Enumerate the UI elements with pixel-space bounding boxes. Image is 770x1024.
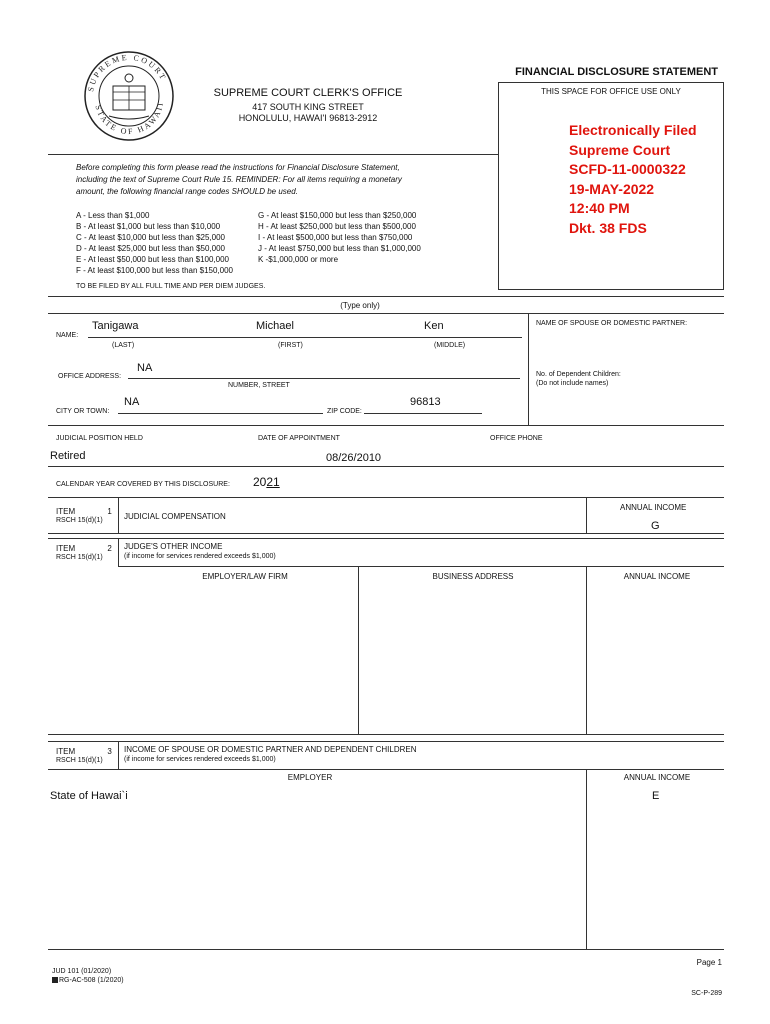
office-name: SUPREME COURT CLERK'S OFFICE xyxy=(213,87,403,99)
item1-title: JUDICIAL COMPENSATION xyxy=(124,512,226,521)
item3-employer-value[interactable]: State of Hawai`i xyxy=(50,790,128,802)
calendar-label: CALENDAR YEAR COVERED BY THIS DISCLOSURE: xyxy=(56,481,230,488)
instructions xyxy=(76,162,402,198)
instruction-line: Before completing this form please read the instructions for Financial Disclosure Statement, xyxy=(76,163,400,172)
zip-value[interactable]: 96813 xyxy=(410,396,441,408)
code-item: A - Less than $1,000 xyxy=(76,211,150,220)
item2-address-col: BUSINESS ADDRESS xyxy=(432,572,514,581)
first-name-value[interactable]: Michael xyxy=(256,320,294,332)
city-label: CITY OR TOWN: xyxy=(56,408,110,415)
instruction-line: amount, the following financial range codes SHOULD be used. xyxy=(76,187,298,196)
code-item: F - At least $100,000 but less than $150,000 xyxy=(76,266,233,275)
filed-by-note: TO BE FILED BY ALL FULL TIME AND PER DIEM JUDGES. xyxy=(76,283,266,290)
code-item: K -$1,000,000 or more xyxy=(258,255,339,264)
code-item: I - At least $500,000 but less than $750,000 xyxy=(258,233,413,242)
form-title: FINANCIAL DISCLOSURE STATEMENT xyxy=(515,66,718,78)
form-code-2-text: RG-AC-508 (1/2020) xyxy=(59,977,124,984)
office-use-label: THIS SPACE FOR OFFICE USE ONLY xyxy=(541,87,681,96)
item3-income-col: ANNUAL INCOME xyxy=(623,773,691,782)
position-label: JUDICIAL POSITION HELD xyxy=(56,435,143,442)
office-city: HONOLULU, HAWAI'I 96813-2912 xyxy=(238,113,378,123)
item2-title: JUDGE'S OTHER INCOME xyxy=(124,542,223,551)
court-seal-icon xyxy=(83,50,175,142)
item-number: 1 xyxy=(107,507,112,516)
dependents-label: No. of Dependent Children: xyxy=(536,371,621,378)
office-use-box xyxy=(498,82,724,290)
codes-right xyxy=(258,210,421,265)
item-number: 2 xyxy=(107,544,112,553)
appointment-value[interactable]: 08/26/2010 xyxy=(326,452,382,464)
filing-stamp xyxy=(569,121,697,238)
item-number: 3 xyxy=(107,747,112,756)
code-item: D - At least $25,000 but less than $50,000 xyxy=(76,244,225,253)
code-item: E - At least $50,000 but less than $100,000 xyxy=(76,255,229,264)
year-value[interactable]: 21 xyxy=(266,475,280,489)
item3-employer-col: EMPLOYER xyxy=(287,773,333,782)
form-code-2 xyxy=(52,977,124,984)
office-address-value[interactable]: NA xyxy=(137,362,153,374)
office-phone-label: OFFICE PHONE xyxy=(490,435,543,442)
item3-title: INCOME OF SPOUSE OR DOMESTIC PARTNER AND DEPENDENT CHILDREN xyxy=(124,745,417,754)
item2-label xyxy=(56,544,112,553)
item1-rule: RSCH 15(d)(1) xyxy=(56,517,103,524)
type-only-label: (Type only) xyxy=(340,301,380,310)
item1-label xyxy=(56,507,112,516)
item1-income-label: ANNUAL INCOME xyxy=(620,503,687,512)
item3-income-value[interactable]: E xyxy=(652,790,660,802)
dependents-note: (Do not include names) xyxy=(536,380,609,387)
city-value[interactable]: NA xyxy=(124,396,140,408)
stamp-line: 19-MAY-2022 xyxy=(569,180,655,197)
first-label: (FIRST) xyxy=(278,342,303,349)
form-code: JUD 101 (01/2020) xyxy=(52,968,112,975)
item2-subtitle: (if income for services rendered exceeds $1,000) xyxy=(124,553,276,560)
appointment-label: DATE OF APPOINTMENT xyxy=(258,435,340,442)
zip-label: ZIP CODE: xyxy=(327,408,362,415)
sc-code: SC-P-289 xyxy=(691,990,722,997)
seal-bottom-text: STATE OF HAWAII xyxy=(93,100,166,137)
item2-income-col: ANNUAL INCOME xyxy=(623,572,691,581)
street-label: NUMBER, STREET xyxy=(228,382,290,389)
code-item: H - At least $250,000 but less than $500,000 xyxy=(258,222,416,231)
stamp-line: Supreme Court xyxy=(569,141,671,158)
square-icon xyxy=(52,977,58,983)
position-value[interactable]: Retired xyxy=(50,450,86,462)
item-word: ITEM xyxy=(56,747,76,756)
middle-label: (MIDDLE) xyxy=(434,342,466,349)
codes-left xyxy=(76,210,233,276)
name-label: NAME: xyxy=(56,332,79,339)
stamp-line: 12:40 PM xyxy=(569,200,630,216)
code-item: G - At least $150,000 but less than $250,000 xyxy=(258,211,417,220)
year-prefix: 20 xyxy=(253,475,267,489)
item3-rule: RSCH 15(d)(1) xyxy=(56,757,103,764)
item3-subtitle: (if income for services rendered exceeds $1,000) xyxy=(124,756,276,763)
code-item: C - At least $10,000 but less than $25,000 xyxy=(76,233,225,242)
item1-income-value[interactable]: G xyxy=(651,520,660,532)
middle-name-value[interactable]: Ken xyxy=(424,320,444,332)
item3-label xyxy=(56,747,112,756)
item-word: ITEM xyxy=(56,544,76,553)
calendar-year xyxy=(253,475,280,489)
office-address-label: OFFICE ADDRESS: xyxy=(58,373,122,380)
stamp-line: SCFD-11-0000322 xyxy=(569,161,686,177)
item-word: ITEM xyxy=(56,507,76,516)
item2-employer-col: EMPLOYER/LAW FIRM xyxy=(202,572,288,581)
last-label: (LAST) xyxy=(112,342,135,349)
page-number: Page 1 xyxy=(696,958,722,967)
stamp-line: Electronically Filed xyxy=(569,122,697,138)
seal-top-text: SUPREME COURT xyxy=(86,52,169,93)
spouse-label: NAME OF SPOUSE OR DOMESTIC PARTNER: xyxy=(536,320,688,327)
code-item: J - At least $750,000 but less than $1,000,000 xyxy=(258,244,421,253)
office-street: 417 SOUTH KING STREET xyxy=(252,102,364,112)
stamp-line: Dkt. 38 FDS xyxy=(569,219,647,236)
last-name-value[interactable]: Tanigawa xyxy=(92,320,139,332)
item2-rule: RSCH 15(d)(1) xyxy=(56,554,103,561)
instruction-line: including the text of Supreme Court Rule 15. REMINDER: For all items requiring a monetary xyxy=(76,175,402,184)
code-item: B - At least $1,000 but less than $10,000 xyxy=(76,222,221,231)
